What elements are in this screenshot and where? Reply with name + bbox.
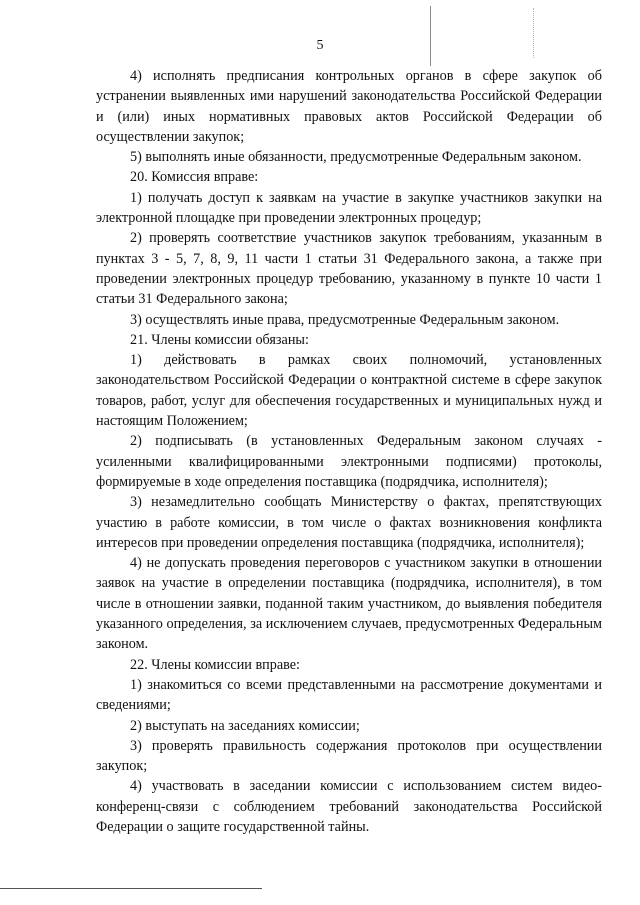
paragraph-21-3: 3) незамедлительно сообщать Министерству о фактах, препятствующих участию в работе комиссии, в том числе о фактах возникновения конфликта интересов при проведении определения поставщика (подрядчика, исполнителя); <box>96 494 602 551</box>
footer-rule <box>0 888 262 889</box>
paragraph-22-1: 1) знакомиться со всеми представленными на рассмотрение документами и сведениями; <box>96 676 602 714</box>
paragraph-21-1: 1) действовать в рамках своих полномочий, установленных законодательством Российской Федерации о контрактной системе в сфере закупок товаров, работ, услуг для обеспечения государственных и муниципальных нужд и настоящим Положением; <box>96 352 602 430</box>
paragraph-20-3: 3) осуществлять иные права, предусмотренные Федеральным законом. <box>130 311 560 328</box>
paragraph-20-2: 2) проверять соответствие участников закупок требованиям, указанным в пунктах 3 - 5, 7, 8, 9, 11 части 1 статьи 31 Федерального закона, а также при проведении электронных процедур требованию, указанному в пункте 10 части 1 статьи 31 Федерального закона; <box>96 230 602 308</box>
paragraph-item-5-obligations: 5) выполнять иные обязанности, предусмотренные Федеральным законом. <box>130 149 582 166</box>
section-20-heading: 20. Комиссия вправе: <box>130 169 259 186</box>
paragraph-21-4: 4) не допускать проведения переговоров с участником закупки в отношении заявок на участие в определении поставщика (подрядчика, исполнителя), в том числе в отношении заявки, поданной таким участником, до выявления победителя указанного определения, за исключением случаев, предусмотренных Федеральным законом. <box>96 555 602 653</box>
paragraph-item-4-obligations: 4) исполнять предписания контрольных органов в сфере закупок об устранении выявленных ими нарушений законодательства Российской Федерации и (или) иных нормативных правовых актов Российской Федерации об осуществлении закупок; <box>96 68 602 145</box>
section-21-heading: 21. Члены комиссии обязаны: <box>130 331 309 348</box>
paragraph-22-3: 3) проверять правильность содержания протоколов при осуществлении закупок; <box>96 737 602 775</box>
paragraph-20-1: 1) получать доступ к заявкам на участие в закупке участников закупки на электронной площадке при проведении электронных процедур; <box>96 189 602 227</box>
paragraph-22-2: 2) выступать на заседаниях комиссии; <box>130 717 360 734</box>
paragraph-22-4: 4) участвовать в заседании комиссии с использованием систем видео-конференц-связи с соблюдением требований законодательства Российской Федерации о защите государственной тайны. <box>96 778 602 835</box>
document-body <box>96 66 602 837</box>
section-22-heading: 22. Члены комиссии вправе: <box>130 656 300 673</box>
paragraph-21-2: 2) подписывать (в установленных Федеральным законом случаях - усиленными квалифицированными электронными подписями) протоколы, формируемые в ходе определения поставщика (подрядчика, исполнителя); <box>96 433 602 490</box>
scan-edge-line <box>430 6 431 66</box>
page-number: 5 <box>316 38 324 53</box>
